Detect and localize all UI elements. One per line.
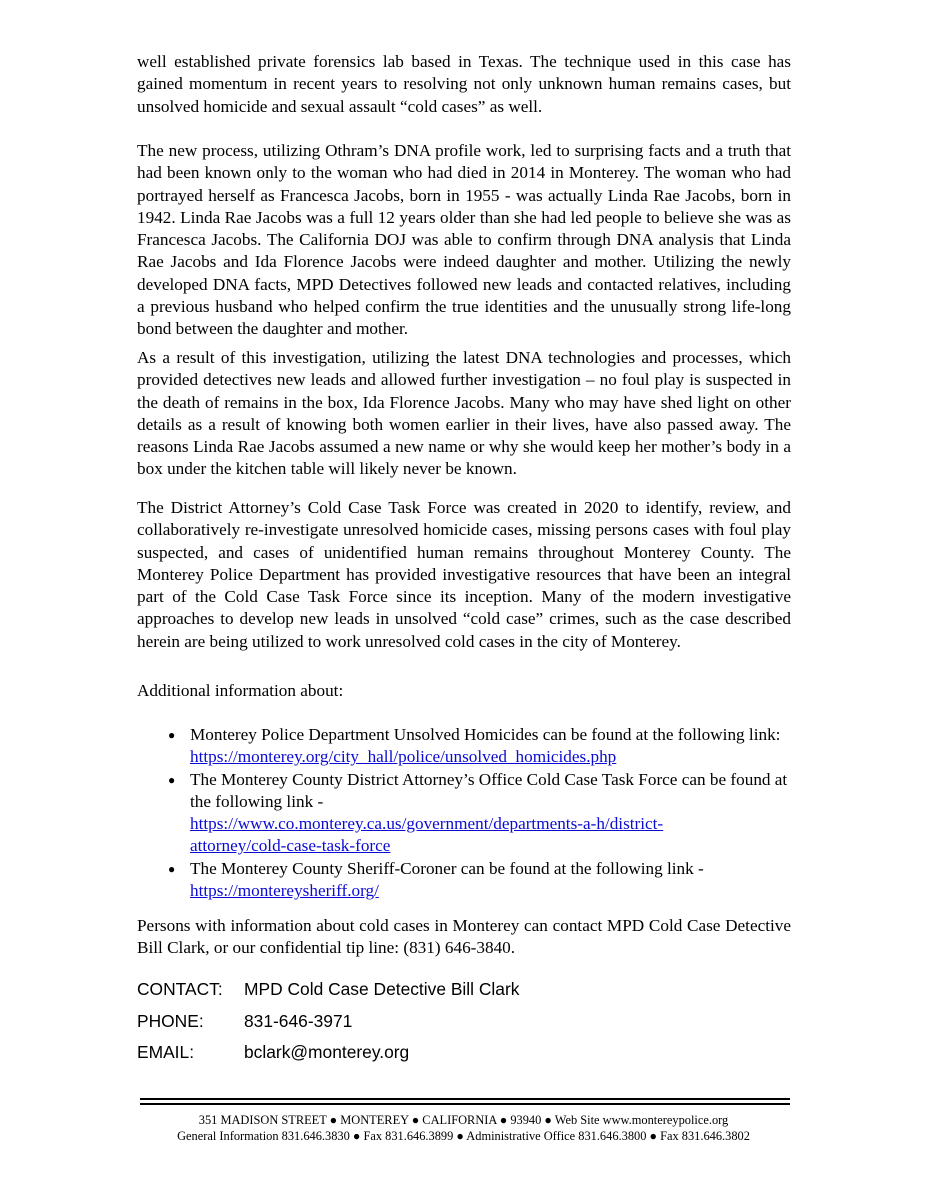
phone-row — [137, 1010, 737, 1032]
paragraph-forensics-lab: well established private forensics lab based in Texas. The technique used in this case has gained momentum in recent years to resolving not only unknown human remains cases, but unsolved homicide and sexual assault “cold cases” as well. — [137, 52, 791, 116]
email-label: EMAIL: — [137, 1042, 195, 1062]
bullet-icon: ● — [168, 728, 176, 742]
list-item-text: The Monterey County District Attorney’s Office Cold Case Task Force can be found at the following link - — [190, 769, 788, 811]
phone-value: 831-646-3971 — [244, 1011, 353, 1031]
paragraph-dna-findings: The new process, utilizing Othram’s DNA profile work, led to surprising facts and a truth that had been known only to the woman who had died in 2014 in Monterey. The woman who had portrayed herself as Francesca Jacobs, born in 1955 - was actually Linda Rae Jacobs, born in 1942. Linda Rae Jacobs was a full 12 years older than she had led people to believe she was as Francesca Jacobs. The California DOJ was able to confirm through DNA analysis that Linda Rae Jacobs and Ida Florence Jacobs were indeed daughter and mother. Utilizing the newly developed DNA facts, MPD Detectives followed new leads and contacted relatives, including a previous husband who helped confirm the true identities and the unusually strong life-long bond between the daughter and mother. — [137, 141, 791, 339]
bullet-icon: ● — [168, 772, 176, 787]
paragraph-tip-line: Persons with information about cold cases in Monterey can contact MPD Cold Case Detective Bill Clark, or our confidential tip line: (831) 646-3840. — [137, 916, 791, 958]
email-row — [137, 1041, 737, 1063]
bullet-icon: ● — [168, 861, 176, 876]
email-value: bclark@monterey.org — [244, 1042, 410, 1062]
list-item — [137, 858, 797, 903]
da-cold-case-link[interactable]: https://www.co.monterey.ca.us/government/departments-a-h/district- — [190, 814, 664, 834]
paragraph-investigation-result: As a result of this investigation, utilizing the latest DNA technologies and processes, which provided detectives new leads and allowed further investigation – no foul play is suspected in the death of remains in the box, Ida Florence Jacobs. Many who may have shed light on other details as a result of knowing both women earlier in their lives, have also passed away. The reasons Linda Rae Jacobs assumed a new name or why she would keep her mother’s body in a box under the kitchen table will likely never be known. — [137, 348, 791, 479]
paragraph-cold-case-task-force: The District Attorney’s Cold Case Task Force was created in 2020 to identify, review, and collaboratively re-investigate unresolved homicide cases, missing persons cases with foul play suspected, and cases of unidentified human remains throughout Monterey County. The Monterey Police Department has provided investigative resources that have been an integral part of the Cold Case Task Force since its inception. Many of the modern investigative approaches to develop new leads in unsolved “cold case” crimes, such as the case described herein are being utilized to work unresolved cold cases in the city of Monterey. — [137, 498, 791, 651]
da-cold-case-link-continued[interactable]: attorney/cold-case-task-force — [190, 836, 391, 856]
contact-value: MPD Cold Case Detective Bill Clark — [244, 979, 520, 999]
contact-row — [137, 978, 737, 1000]
unsolved-homicides-link[interactable]: https://monterey.org/city_hall/police/unsolved_homicides.php — [190, 747, 617, 767]
resource-list — [137, 724, 797, 902]
list-item-text: Monterey Police Department Unsolved Homicides can be found at the following link: — [190, 725, 781, 744]
sheriff-coroner-link[interactable]: https://montereysheriff.org/ — [190, 881, 379, 901]
footer-divider-bottom — [140, 1103, 790, 1105]
list-item-text: The Monterey County Sheriff-Coroner can be found at the following link - — [190, 858, 704, 878]
contact-label: CONTACT: — [137, 979, 223, 999]
phone-label: PHONE: — [137, 1011, 204, 1031]
footer-phone-numbers: General Information 831.646.3830 ● Fax 831.646.3899 ● Administrative Office 831.646.3800 ● Fax 831.646.3802 — [177, 1129, 750, 1143]
list-item — [137, 724, 797, 769]
list-item — [137, 769, 797, 858]
paragraph-additional-info: Additional information about: — [137, 681, 344, 700]
footer-divider-top — [140, 1098, 790, 1100]
footer-address: 351 MADISON STREET ● MONTEREY ● CALIFORNIA ● 93940 ● Web Site www.montereypolice.org — [198, 1113, 729, 1127]
